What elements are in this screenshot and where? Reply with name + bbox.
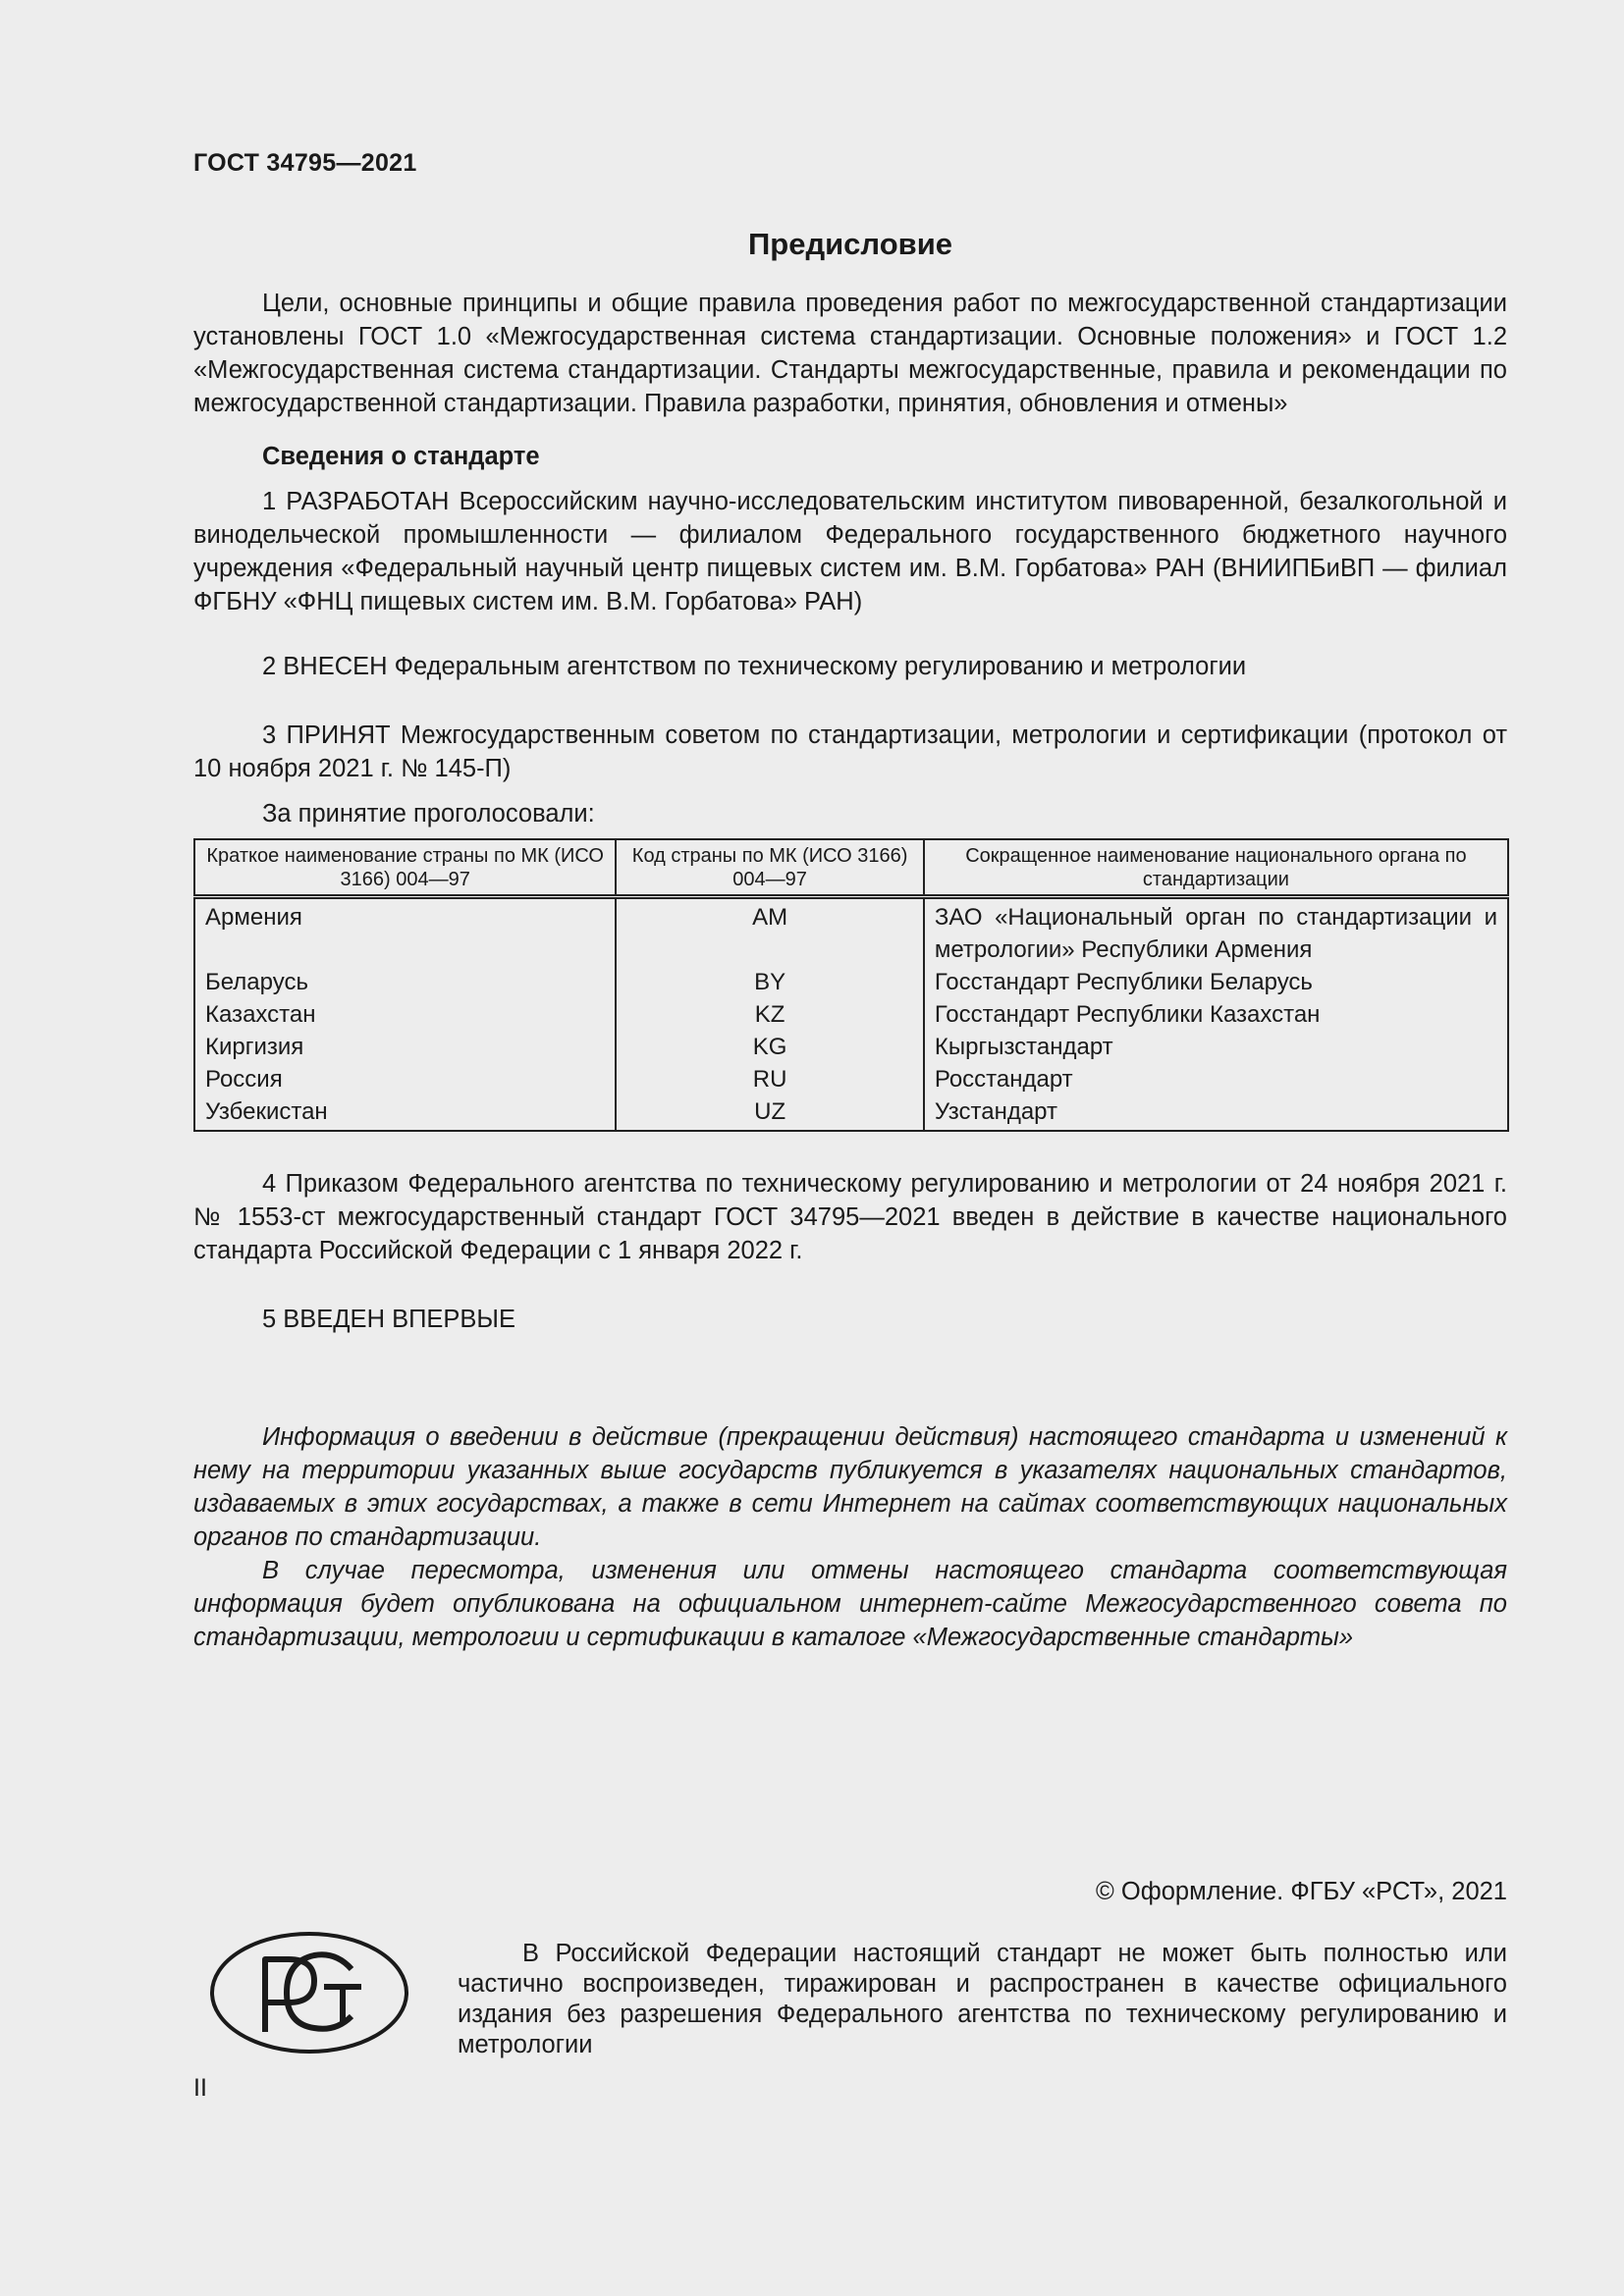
standard-info-heading: Сведения о стандарте	[262, 443, 540, 470]
country-name: Киргизия	[194, 1031, 616, 1063]
national-body: Кыргызстандарт	[924, 1031, 1508, 1063]
voted-label: За принятие проголосовали:	[262, 800, 595, 828]
country-name: Казахстан	[194, 998, 616, 1031]
country-code: UZ	[616, 1095, 923, 1131]
table-row	[194, 1095, 1508, 1131]
info-notice	[193, 1420, 1507, 1654]
national-body: Узстандарт	[924, 1095, 1508, 1131]
column-header-code: Код страны по МК (ИСО 3166) 004—97	[616, 839, 923, 897]
table-row	[194, 897, 1508, 967]
notice-text: В Российской Федерации настоящий стандарт не может быть полностью или частично воспроизведен, тиражирован и распространен в качестве официального издания без разрешения Федерального агентства по техническому регулированию и метрологии	[458, 1940, 1507, 2058]
country-code: BY	[616, 966, 923, 998]
country-name: Беларусь	[194, 966, 616, 998]
foreword-section	[193, 222, 1507, 1654]
page-number: II	[193, 2074, 207, 2102]
table-row	[194, 966, 1508, 998]
copyright-line: © Оформление. ФГБУ «РСТ», 2021	[1096, 1878, 1507, 1905]
intro-paragraph: Цели, основные принципы и общие правила проведения работ по межгосударственной стандартизации установлены ГОСТ 1.0 «Межгосударственная система стандартизации. Основные положения» и ГОСТ 1.2 «Межгосударственная система стандартизации. Стандарты межгосударственные, правила и рекомендации по межгосударственной стандартизации. Правила разработки, принятия, обновления и отмены»	[193, 290, 1507, 417]
column-header-body: Сокращенное наименование национального органа по стандартизации	[924, 839, 1508, 897]
country-name: Армения	[194, 897, 616, 967]
country-code: KZ	[616, 998, 923, 1031]
table-row	[194, 1063, 1508, 1095]
national-body: ЗАО «Национальный орган по стандартизации и метрологии» Республики Армения	[924, 897, 1508, 967]
page-title: Предисловие	[747, 227, 952, 261]
rst-logo-icon	[208, 1930, 410, 2056]
revision-paragraph: В случае пересмотра, изменения или отмены настоящего стандарта соответствующая информация будет опубликована на официальном интернет-сайте Межгосударственного совета по стандартизации, метрологии и сертификации в каталоге «Межгосударственные стандарты»	[193, 1557, 1507, 1651]
document-code: ГОСТ 34795—2021	[193, 149, 417, 177]
info-paragraph: Информация о введении в действие (прекращении действия) настоящего стандарта и изменений к нему на территории указанных выше государств публикуется в указателях национальных стандартов, издаваемых в этих государствах, а также в сети Интернет на сайтах соответствующих национальных органов по стандартизации.	[193, 1423, 1507, 1551]
national-body: Госстандарт Республики Беларусь	[924, 966, 1508, 998]
country-name: Россия	[194, 1063, 616, 1095]
item-enacted: 4 Приказом Федерального агентства по техническому регулированию и метрологии от 24 ноября 2021 г. № 1553-ст межгосударственный стандарт ГОСТ 34795—2021 введен в действие в качестве национального стандарта Российской Федерации с 1 января 2022 г.	[193, 1170, 1507, 1264]
item-developed: 1 РАЗРАБОТАН Всероссийским научно-исследовательским институтом пивоваренной, безалкогольной и винодельческой промышленности — филиалом Федерального государственного бюджетного научного учреждения «Федеральный научный центр пищевых систем им. В.М. Горбатова» РАН (ВНИИПБиВП — филиал ФГБНУ «ФНЦ пищевых систем им. В.М. Горбатова» РАН)	[193, 488, 1507, 615]
country-name: Узбекистан	[194, 1095, 616, 1131]
item-introduced: 5 ВВЕДЕН ВПЕРВЫЕ	[262, 1306, 516, 1333]
country-code: KG	[616, 1031, 923, 1063]
item-submitted: 2 ВНЕСЕН Федеральным агентством по техническому регулированию и метрологии	[262, 653, 1247, 680]
table-header-row	[194, 839, 1508, 897]
country-code: RU	[616, 1063, 923, 1095]
national-body: Госстандарт Республики Казахстан	[924, 998, 1508, 1031]
table-row	[194, 1031, 1508, 1063]
national-body: Росстандарт	[924, 1063, 1508, 1095]
country-code: AM	[616, 897, 923, 967]
voting-table	[193, 838, 1509, 1132]
table-row	[194, 998, 1508, 1031]
copyright-notice	[458, 1939, 1507, 2060]
item-adopted: 3 ПРИНЯТ Межгосударственным советом по стандартизации, метрологии и сертификации (протокол от 10 ноября 2021 г. № 145-П)	[193, 721, 1507, 782]
column-header-country: Краткое наименование страны по МК (ИСО 3166) 004—97	[194, 839, 616, 897]
